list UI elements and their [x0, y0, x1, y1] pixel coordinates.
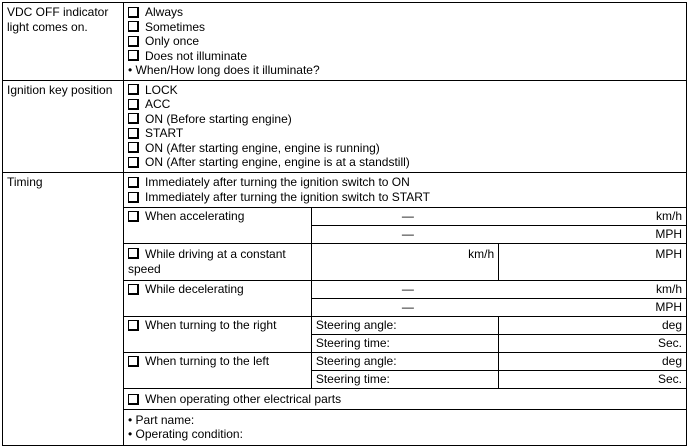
vdc-note: • When/How long does it illuminate?: [128, 63, 320, 77]
timing-option-ignition-on[interactable]: Immediately after turning the ignition switch to ON: [128, 175, 682, 190]
checkbox-icon[interactable]: [128, 157, 139, 168]
timing-immediate-row: [124, 173, 686, 208]
constant-mph-field[interactable]: MPH: [499, 243, 686, 280]
checkbox-icon[interactable]: [128, 284, 139, 295]
timing-subtable: [124, 173, 686, 445]
checkbox-icon[interactable]: [128, 99, 139, 110]
checkbox-icon[interactable]: [128, 177, 139, 188]
timing-option-accelerating[interactable]: When accelerating: [128, 209, 307, 224]
vdc-option-does-not-illuminate[interactable]: Does not illuminate: [128, 49, 682, 64]
timing-details: [124, 172, 687, 445]
ignition-label: Ignition key position: [3, 80, 124, 172]
left-steering-angle-field[interactable]: deg: [499, 352, 686, 370]
constant-speed-row: [124, 243, 686, 280]
checkbox-icon[interactable]: [128, 394, 139, 405]
accelerating-kmh-field[interactable]: — km/h: [311, 207, 686, 225]
right-steering-time-label: Steering time:: [311, 334, 498, 352]
part-info-row: [124, 409, 686, 445]
timing-option-constant-speed[interactable]: While driving at a constant speed: [128, 246, 286, 276]
left-steering-time-label: Steering time:: [311, 370, 498, 388]
timing-option-ignition-start[interactable]: Immediately after turning the ignition switch to START: [128, 190, 682, 205]
timing-label: Timing: [3, 172, 124, 445]
left-steering-time-field[interactable]: Sec.: [499, 370, 686, 388]
timing-option-electrical-parts[interactable]: When operating other electrical parts: [128, 392, 682, 407]
checkbox-icon[interactable]: [128, 356, 139, 367]
checkbox-icon[interactable]: [128, 128, 139, 139]
checkbox-icon[interactable]: [128, 7, 139, 18]
constant-kmh-field[interactable]: km/h: [311, 243, 498, 280]
right-steering-angle-label: Steering angle:: [311, 316, 498, 334]
checkbox-icon[interactable]: [128, 113, 139, 124]
turn-left-row-1: [124, 352, 686, 370]
checkbox-icon[interactable]: [128, 192, 139, 203]
checkbox-icon[interactable]: [128, 211, 139, 222]
electrical-row: [124, 388, 686, 409]
vdc-option-always[interactable]: Always: [128, 5, 682, 20]
vdc-label: VDC OFF indicator light comes on.: [3, 3, 124, 81]
accelerating-row-1: [124, 207, 686, 225]
ignition-row: [3, 80, 687, 172]
symptom-table: [2, 2, 687, 446]
vdc-option-only-once[interactable]: Only once: [128, 34, 682, 49]
timing-option-turn-right[interactable]: When turning to the right: [128, 318, 307, 333]
checkbox-icon[interactable]: [128, 21, 139, 32]
right-steering-time-field[interactable]: Sec.: [499, 334, 686, 352]
ignition-option-lock[interactable]: LOCK: [128, 83, 682, 98]
decelerating-row-1: [124, 280, 686, 298]
right-steering-angle-field[interactable]: deg: [499, 316, 686, 334]
left-steering-angle-label: Steering angle:: [311, 352, 498, 370]
decelerating-kmh-field[interactable]: — km/h: [311, 280, 686, 298]
part-name-field[interactable]: • Part name:: [128, 412, 195, 427]
checkbox-icon[interactable]: [128, 84, 139, 95]
ignition-options: [124, 80, 687, 172]
checkbox-icon[interactable]: [128, 50, 139, 61]
timing-option-turn-left[interactable]: When turning to the left: [128, 354, 307, 369]
ignition-option-start[interactable]: START: [128, 126, 682, 141]
accelerating-mph-field[interactable]: — MPH: [311, 225, 686, 243]
checkbox-icon[interactable]: [128, 142, 139, 153]
vdc-options: [124, 3, 687, 81]
checkbox-icon[interactable]: [128, 248, 139, 259]
checkbox-icon[interactable]: [128, 320, 139, 331]
ignition-option-on-before[interactable]: ON (Before starting engine): [128, 112, 682, 127]
timing-option-decelerating[interactable]: While decelerating: [128, 282, 307, 297]
decelerating-mph-field[interactable]: — MPH: [311, 298, 686, 316]
ignition-option-acc[interactable]: ACC: [128, 97, 682, 112]
vdc-row: [3, 3, 687, 81]
vdc-option-sometimes[interactable]: Sometimes: [128, 20, 682, 35]
operating-condition-field[interactable]: • Operating condition:: [128, 426, 243, 441]
timing-row: [3, 172, 687, 445]
ignition-option-on-running[interactable]: ON (After starting engine, engine is running): [128, 141, 682, 156]
ignition-option-on-standstill[interactable]: ON (After starting engine, engine is at a standstill): [128, 155, 682, 170]
turn-right-row-1: [124, 316, 686, 334]
checkbox-icon[interactable]: [128, 36, 139, 47]
